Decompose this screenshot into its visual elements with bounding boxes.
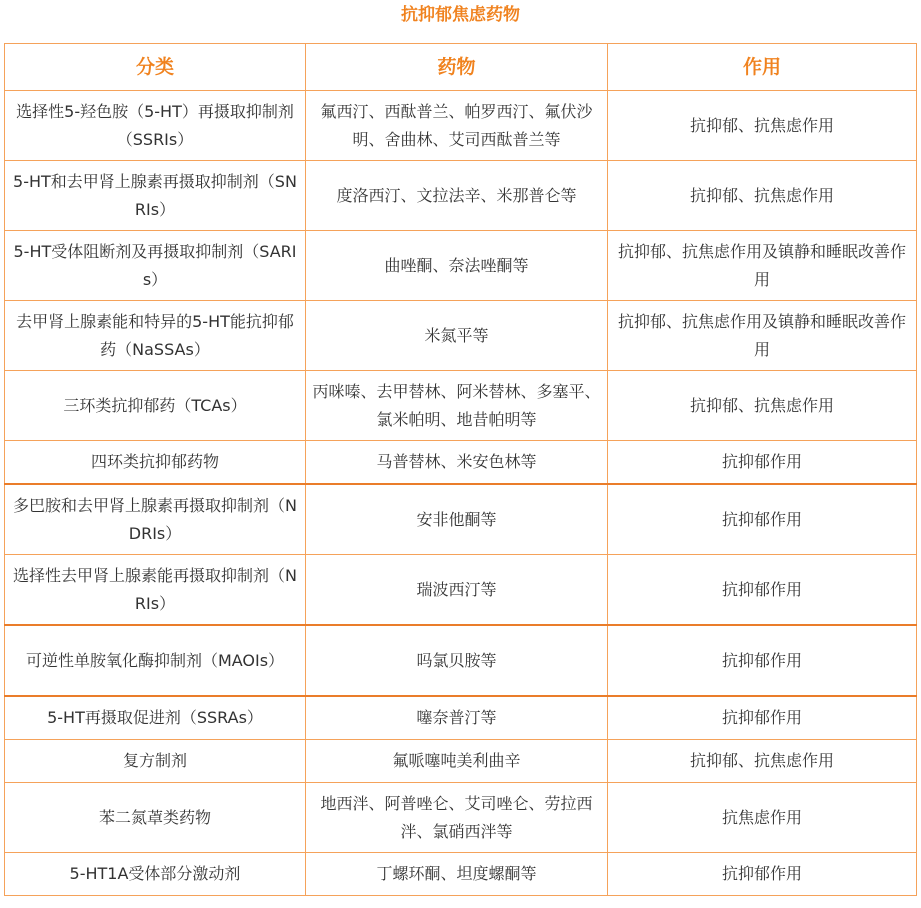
table-row [5,853,917,896]
table-header-row [5,44,917,91]
category-cell: 选择性5-羟色胺（5-HT）再摄取抑制剂（SSRIs） [5,91,306,161]
drugs-cell: 丁螺环酮、坦度螺酮等 [306,853,608,896]
category-cell: 5-HT和去甲肾上腺素再摄取抑制剂（SNRIs） [5,161,306,231]
table-row [5,555,917,626]
table-row [5,371,917,441]
drugs-cell: 氟哌噻吨美利曲辛 [306,740,608,783]
effect-cell: 抗抑郁作用 [608,555,917,626]
category-cell: 5-HT再摄取促进剂（SSRAs） [5,696,306,740]
drugs-cell: 米氮平等 [306,301,608,371]
drugs-cell: 地西泮、阿普唑仑、艾司唑仑、劳拉西泮、氯硝西泮等 [306,783,608,853]
drugs-cell: 度洛西汀、文拉法辛、米那普仑等 [306,161,608,231]
category-cell: 多巴胺和去甲肾上腺素再摄取抑制剂（NDRIs） [5,484,306,555]
table-row [5,441,917,485]
effect-cell: 抗抑郁、抗焦虑作用及镇静和睡眠改善作用 [608,231,917,301]
table-row [5,161,917,231]
category-cell: 四环类抗抑郁药物 [5,441,306,485]
category-cell: 选择性去甲肾上腺素能再摄取抑制剂（NRIs） [5,555,306,626]
category-cell: 三环类抗抑郁药（TCAs） [5,371,306,441]
table-row [5,231,917,301]
effect-cell: 抗抑郁作用 [608,441,917,485]
effect-cell: 抗抑郁、抗焦虑作用及镇静和睡眠改善作用 [608,301,917,371]
category-cell: 可逆性单胺氧化酶抑制剂（MAOIs） [5,625,306,696]
effect-cell: 抗抑郁作用 [608,696,917,740]
effect-cell: 抗抑郁作用 [608,625,917,696]
effect-cell: 抗焦虑作用 [608,783,917,853]
drugs-cell: 曲唑酮、奈法唑酮等 [306,231,608,301]
effect-cell: 抗抑郁、抗焦虑作用 [608,161,917,231]
table-row [5,301,917,371]
category-cell: 5-HT受体阻断剂及再摄取抑制剂（SARIs） [5,231,306,301]
category-cell: 苯二氮䓬类药物 [5,783,306,853]
header-category: 分类 [5,44,306,91]
drug-table [4,43,917,896]
page-title: 抗抑郁焦虑药物 [401,5,520,25]
drugs-cell: 马普替林、米安色林等 [306,441,608,485]
effect-cell: 抗抑郁、抗焦虑作用 [608,371,917,441]
table-row [5,740,917,783]
drugs-cell: 氟西汀、西酞普兰、帕罗西汀、氟伏沙明、舍曲林、艾司西酞普兰等 [306,91,608,161]
header-effect: 作用 [608,44,917,91]
effect-cell: 抗抑郁、抗焦虑作用 [608,740,917,783]
drugs-cell: 安非他酮等 [306,484,608,555]
category-cell: 复方制剂 [5,740,306,783]
drugs-cell: 丙咪嗪、去甲替林、阿米替林、多塞平、氯米帕明、地昔帕明等 [306,371,608,441]
table-row [5,625,917,696]
category-cell: 去甲肾上腺素能和特异的5-HT能抗抑郁药（NaSSAs） [5,301,306,371]
header-drugs: 药物 [306,44,608,91]
drugs-cell: 瑞波西汀等 [306,555,608,626]
drugs-cell: 吗氯贝胺等 [306,625,608,696]
effect-cell: 抗抑郁、抗焦虑作用 [608,91,917,161]
effect-cell: 抗抑郁作用 [608,484,917,555]
table-row [5,484,917,555]
table-row [5,91,917,161]
drugs-cell: 噻奈普汀等 [306,696,608,740]
category-cell: 5-HT1A受体部分激动剂 [5,853,306,896]
table-row [5,783,917,853]
effect-cell: 抗抑郁作用 [608,853,917,896]
table-row [5,696,917,740]
